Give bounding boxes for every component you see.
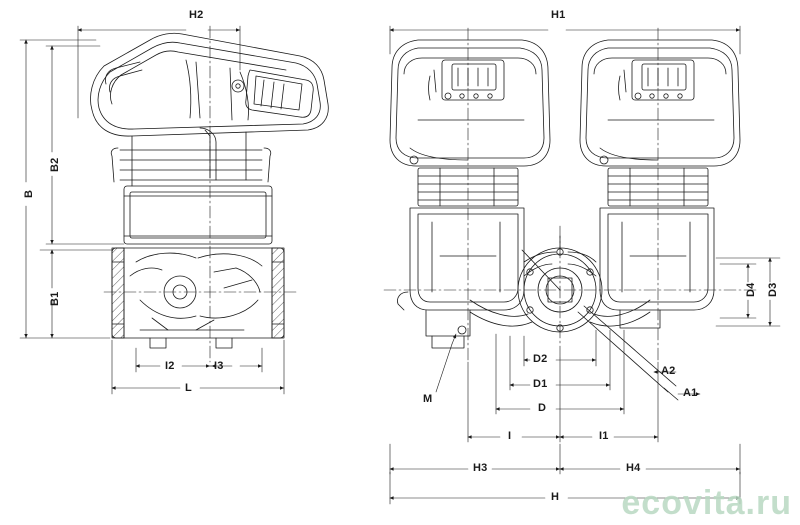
dimension-label-h1: H1 xyxy=(551,9,566,21)
dimension-label-a2: A2 xyxy=(661,365,676,377)
dimension-label-a1: A1 xyxy=(683,387,698,399)
dimension-label-h4: H4 xyxy=(626,462,641,474)
dimension-label-b1: B1 xyxy=(49,291,61,306)
dimension-label-i1: I1 xyxy=(599,430,609,442)
dimension-label-d2: D2 xyxy=(533,353,548,365)
front-view-dimension-lines xyxy=(390,26,780,504)
dimension-label-d: D xyxy=(538,402,547,414)
side-view-group xyxy=(91,33,329,348)
dimension-label-d4: D4 xyxy=(745,282,757,297)
dimension-label-h: H xyxy=(551,491,560,503)
dimension-label-b2: B2 xyxy=(49,157,61,172)
dimension-label-h3: H3 xyxy=(473,462,488,474)
dimension-label-i: I xyxy=(508,430,512,442)
front-view-group xyxy=(390,40,740,400)
side-view-dimension-lines xyxy=(20,26,284,394)
dimension-label-d3: D3 xyxy=(767,282,779,297)
dimension-label-i3: I3 xyxy=(214,360,224,372)
side-view-centerlines xyxy=(104,26,296,362)
dimension-label-m: M xyxy=(423,393,433,405)
dimension-label-h2: H2 xyxy=(189,9,204,21)
dimension-label-i2: I2 xyxy=(165,360,175,372)
dimension-label-l: L xyxy=(185,382,192,394)
dimension-label-d1: D1 xyxy=(533,378,548,390)
dimension-label-b: B xyxy=(23,189,35,198)
watermark-text: ecovita.ru xyxy=(621,484,792,522)
